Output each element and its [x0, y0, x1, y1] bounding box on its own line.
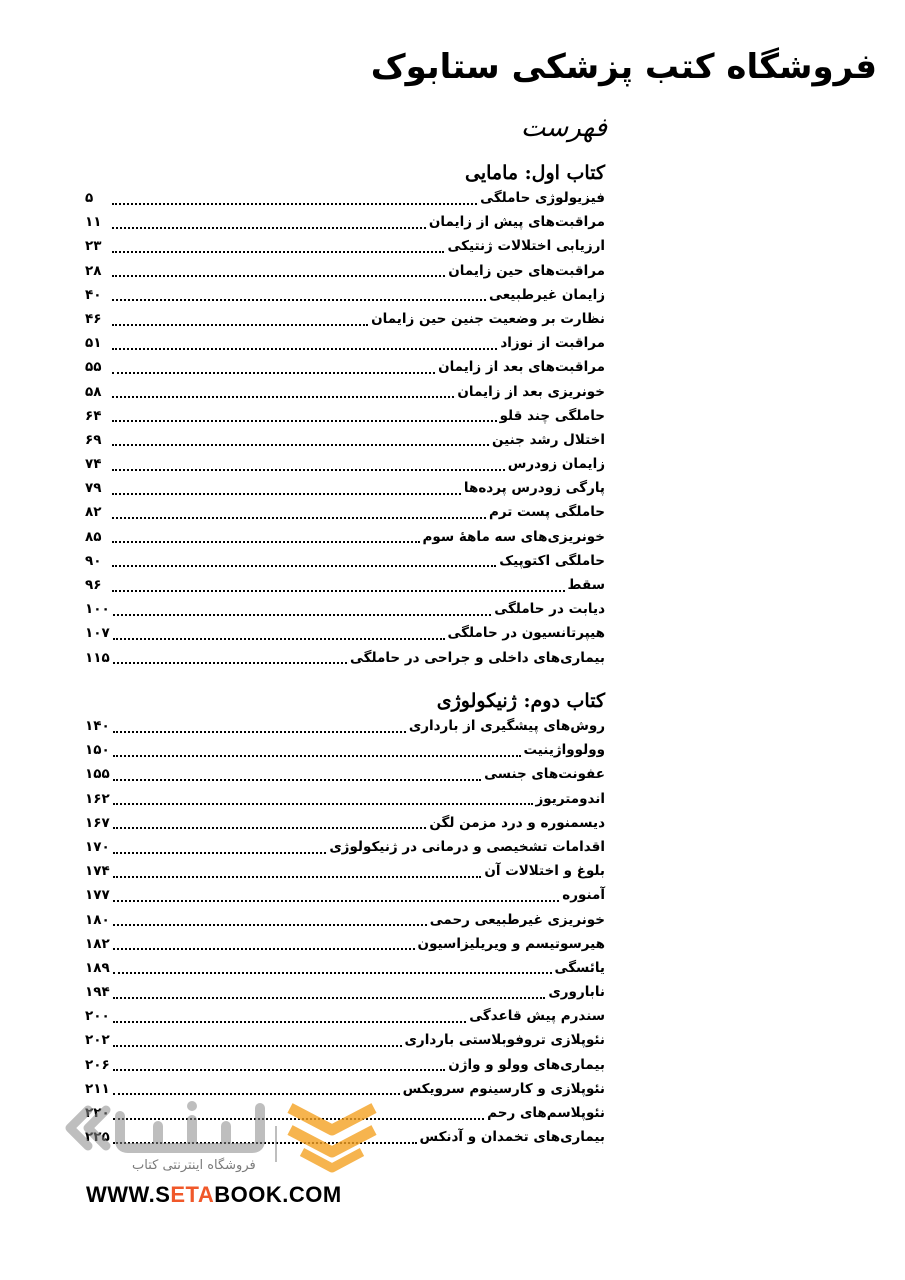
- toc-entry-page: ۲۰۶: [85, 1056, 110, 1073]
- toc-entry-title: خونریزی‌های سه ماههٔ سوم: [422, 528, 605, 545]
- toc-entry: [85, 500, 605, 524]
- toc-entry: [85, 355, 605, 379]
- dot-leader: [113, 1038, 402, 1047]
- toc-entry-page: ۱۷۰: [85, 838, 110, 855]
- dot-leader: [113, 869, 482, 878]
- toc-entry-page: ۱۴۰: [85, 718, 110, 734]
- toc-entry-title: مراقبت‌های حین زایمان: [448, 262, 605, 279]
- toc-entry-page: ۱۱۵: [85, 649, 110, 666]
- toc-entry: [85, 573, 605, 597]
- toc-entry: [85, 787, 605, 811]
- toc-entry: [85, 621, 605, 645]
- toc-entry-title: بیماری‌های وولو و واژن: [448, 1056, 605, 1073]
- dot-leader: [112, 244, 444, 253]
- dot-leader: [113, 607, 492, 616]
- dot-leader: [112, 462, 505, 471]
- toc-entry: [85, 525, 605, 549]
- dot-leader: [113, 748, 521, 757]
- toc-entry-title: حاملگی چند قلو: [499, 407, 605, 424]
- toc-entry-title: خونریزی بعد از زایمان: [457, 383, 605, 400]
- toc-entry-page: ۱۰۰: [85, 601, 110, 618]
- toc-entry: [85, 597, 605, 621]
- dot-leader: [112, 583, 565, 592]
- toc-entry-title: بیماری‌های داخلی و جراحی در حاملگی: [349, 649, 605, 666]
- toc-entry: [85, 1053, 605, 1077]
- dot-leader: [112, 268, 445, 277]
- dot-leader: [113, 631, 445, 640]
- toc-entry-title: خونریزی غیرطبیعی رحمی: [429, 911, 605, 928]
- dot-leader: [113, 724, 406, 733]
- toc-entry-page: ۵: [85, 190, 94, 206]
- toc-entry: [85, 307, 605, 331]
- toc-entry-title: حاملگی پست ترم: [488, 504, 605, 521]
- toc-entry-title: اندومتریوز: [535, 790, 605, 807]
- toc-entry-title: مراقبت از نوزاد: [500, 335, 605, 352]
- dot-leader: [113, 1062, 445, 1071]
- toc-entry: [85, 1004, 605, 1028]
- toc-entry: [85, 259, 605, 283]
- toc-entry-title: ارزیابی اختلالات ژنتیکی: [447, 238, 605, 255]
- toc-entry-page: ۱۱: [85, 214, 102, 231]
- toc-entry-page: ۹۰: [85, 552, 102, 569]
- toc-entry: [85, 210, 605, 234]
- toc-entry-title: آمنوره: [562, 887, 605, 904]
- dot-leader: [113, 655, 347, 664]
- toc-entry: [85, 646, 605, 670]
- toc-entry-page: ۲۳: [85, 238, 102, 255]
- toc-entry-page: ۶۴: [85, 407, 102, 424]
- toc-entry: [85, 908, 605, 932]
- toc-entry: [85, 404, 605, 428]
- toc-entry: [85, 283, 605, 307]
- toc-entry: [85, 234, 605, 258]
- dot-leader: [113, 796, 533, 805]
- toc-section-gynecology: [85, 688, 605, 1149]
- toc-entry-page: ۱۷۴: [85, 863, 110, 880]
- section-title: کتاب اول: مامایی: [464, 162, 605, 184]
- toc-entry-page: ۲۰۲: [85, 1032, 110, 1049]
- toc-entry-page: ۷۹: [85, 480, 102, 497]
- dot-leader: [112, 317, 368, 326]
- dot-leader: [112, 341, 497, 350]
- toc-entry-page: ۱۰۷: [85, 625, 110, 642]
- toc-entry-page: ۱۶۲: [85, 790, 110, 807]
- dot-leader: [113, 965, 552, 974]
- toc-entry-title: نئوپلاسم‌های رحم: [487, 1105, 605, 1121]
- toc-entry-page: ۶۹: [85, 431, 102, 448]
- toc-entry-page: ۲۲۰: [85, 1105, 110, 1121]
- toc-entry-page: ۵۸: [85, 383, 102, 400]
- toc-entry-page: ۱۵۵: [85, 766, 110, 783]
- toc-entry-title: نئوپلازی و کارسینوم سرویکس: [402, 1080, 605, 1097]
- toc-entry: [85, 956, 605, 980]
- toc-entry-page: ۱۸۲: [85, 935, 110, 952]
- toc-entry-title: زایمان زودرس: [507, 456, 605, 473]
- dot-leader: [112, 510, 486, 519]
- dot-leader: [112, 292, 486, 301]
- toc-entry-title: وولوواژینیت: [523, 742, 605, 759]
- store-title: فروشگاه کتب پزشکی ستابوک: [370, 47, 877, 87]
- dot-leader: [113, 772, 481, 781]
- toc-section-midwifery: [85, 160, 605, 670]
- toc-entry: [85, 811, 605, 835]
- toc-entry-title: عفونت‌های جنسی: [484, 766, 605, 783]
- dot-leader: [112, 558, 496, 567]
- toc-entry: [85, 932, 605, 956]
- toc-entry-title: هیپرتانسیون در حاملگی: [447, 625, 605, 642]
- dot-leader: [112, 437, 489, 446]
- toc-entry: [85, 835, 605, 859]
- toc-entry-page: ۹۶: [85, 577, 102, 593]
- dot-leader: [112, 534, 420, 543]
- toc-entry-title: اقدامات تشخیصی و درمانی در ژنیکولوژی: [329, 838, 605, 855]
- dot-leader: [112, 220, 426, 229]
- toc-entry-title: حاملگی اکتوپیک: [499, 552, 605, 569]
- toc-entry-page: ۷۴: [85, 456, 102, 473]
- toc-entry-page: ۴۶: [85, 310, 102, 327]
- toc-entry-title: یائسگی: [554, 959, 605, 976]
- toc-entry-page: ۱۶۷: [85, 814, 110, 831]
- toc-entry: [85, 428, 605, 452]
- toc-entry-page: ۱۵۰: [85, 742, 110, 759]
- toc-entry: [85, 331, 605, 355]
- toc-entry-title: روش‌های پیشگیری از بارداری: [408, 718, 605, 734]
- dot-leader: [112, 196, 477, 205]
- toc-entry-title: بلوغ و اختلالات آن: [484, 863, 605, 880]
- url-accent: ETA: [170, 1182, 215, 1207]
- toc-entry-title: فیزیولوژی حاملگی: [480, 190, 605, 206]
- toc-entry-title: هیرسوتیسم و ویریلیزاسیون: [417, 935, 605, 952]
- dot-leader: [113, 990, 546, 999]
- toc-entry-title: دیسمنوره و درد مزمن لگن: [429, 814, 605, 831]
- toc-entry: [85, 859, 605, 883]
- watermark-tagline: فروشگاه اینترنتی کتاب: [132, 1158, 256, 1173]
- toc-entry-title: مراقبت‌های بعد از زایمان: [438, 359, 605, 376]
- dot-leader: [112, 365, 435, 374]
- section-title: کتاب دوم: ژنیکولوژی: [436, 690, 605, 712]
- dot-leader: [112, 413, 497, 422]
- toc-entry-page: ۲۱۱: [85, 1080, 110, 1097]
- toc-entry-page: ۵۵: [85, 359, 102, 376]
- toc-entry: [85, 714, 605, 738]
- toc-entry: [85, 476, 605, 500]
- toc-entry-title: اختلال رشد جنین: [492, 431, 605, 448]
- toc-list: [85, 714, 605, 1149]
- toc-entry-page: ۲۲۵: [85, 1129, 110, 1146]
- dot-leader: [113, 917, 427, 926]
- dot-leader: [113, 941, 415, 950]
- toc-entry-title: نظارت بر وضعیت جنین حین زایمان: [371, 310, 605, 327]
- toc-entry: [85, 1028, 605, 1052]
- toc-title: فهرست: [520, 113, 607, 143]
- toc-entry: [85, 980, 605, 1004]
- toc-entry-page: ۱۷۷: [85, 887, 110, 904]
- url-prefix: WWW.S: [86, 1182, 171, 1207]
- dot-leader: [113, 845, 327, 854]
- toc-entry: [85, 738, 605, 762]
- toc-entry-title: نئوپلازی تروفوبلاستی بارداری: [404, 1032, 605, 1049]
- dot-leader: [113, 1014, 467, 1023]
- dot-leader: [113, 820, 427, 829]
- toc-entry-title: زایمان غیرطبیعی: [489, 286, 605, 303]
- toc-entry-page: ۱۸۰: [85, 911, 110, 928]
- dot-leader: [112, 389, 454, 398]
- dot-leader: [112, 486, 461, 495]
- toc-entry-page: ۸۵: [85, 528, 102, 545]
- toc-entry-page: ۲۸: [85, 262, 102, 279]
- footer-url: [86, 1182, 342, 1208]
- setabook-watermark-logo: [62, 1096, 402, 1176]
- toc-entry-page: ۱۹۴: [85, 984, 110, 1001]
- toc-entry-page: ۱۸۹: [85, 959, 110, 976]
- toc-entry-title: سندرم پیش قاعدگی: [469, 1008, 605, 1025]
- toc-entry: [85, 380, 605, 404]
- toc-entry-page: ۸۲: [85, 504, 102, 521]
- toc-entry: [85, 452, 605, 476]
- toc-entry-page: ۴۰: [85, 286, 102, 303]
- toc-entry-title: پارگی زودرس پرده‌ها: [463, 480, 605, 497]
- dot-leader: [113, 1086, 400, 1095]
- toc-entry: [85, 762, 605, 786]
- toc-entry-title: ناباروری: [548, 984, 605, 1001]
- dot-leader: [113, 893, 560, 902]
- toc-entry: [85, 883, 605, 907]
- toc-list: [85, 186, 605, 670]
- url-suffix: BOOK.COM: [214, 1182, 342, 1207]
- toc-entry-title: سقط: [567, 577, 605, 593]
- toc-entry: [85, 549, 605, 573]
- toc-entry-page: ۵۱: [85, 335, 102, 352]
- toc-entry-title: مراقبت‌های پیش از زایمان: [428, 214, 605, 231]
- toc-entry-title: دیابت در حاملگی: [494, 601, 605, 618]
- toc-entry-title: بیماری‌های تخمدان و آدنکس: [419, 1129, 605, 1146]
- toc-entry: [85, 186, 605, 210]
- toc-entry-page: ۲۰۰: [85, 1008, 110, 1025]
